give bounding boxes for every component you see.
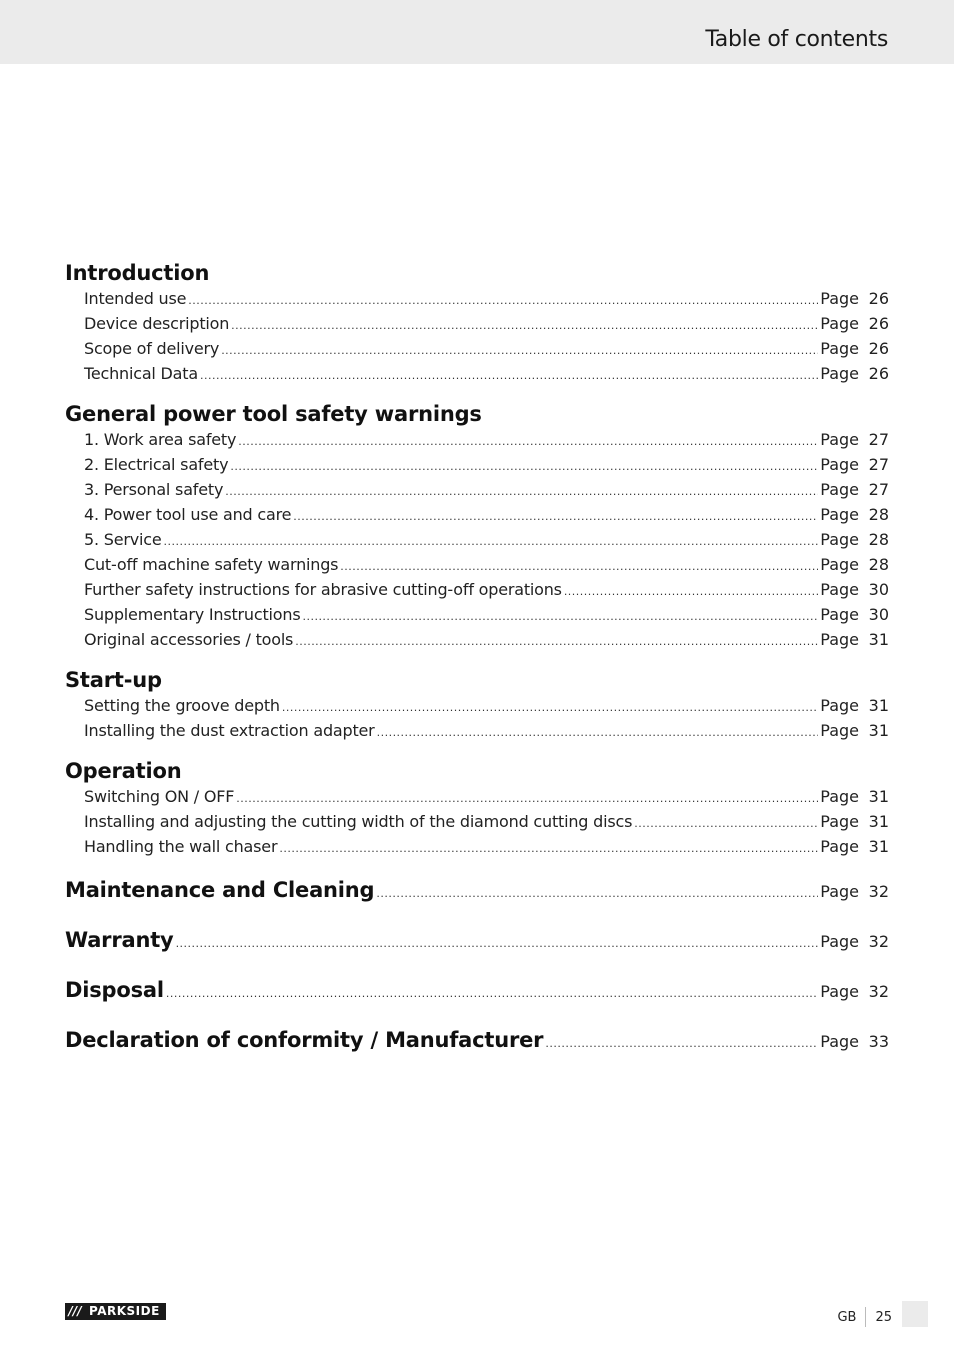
page-number: 27 <box>868 430 889 449</box>
toc-entry[interactable] <box>84 527 889 552</box>
page-number: 31 <box>868 630 889 649</box>
page-number: 26 <box>868 314 889 333</box>
page-number: 30 <box>868 580 889 599</box>
page-number: 28 <box>868 555 889 574</box>
toc-entry[interactable] <box>84 336 889 361</box>
toc-entry[interactable] <box>84 834 889 859</box>
section-title: Warranty <box>65 928 174 952</box>
page-word: Page <box>820 721 859 740</box>
entry-label: Technical Data <box>84 364 198 383</box>
entry-label: 3. Personal safety <box>84 480 224 499</box>
section-title: Maintenance and Cleaning <box>65 878 375 902</box>
section-title: Operation <box>65 759 182 783</box>
page-number: 28 <box>868 530 889 549</box>
page-number: 32 <box>868 932 889 951</box>
dot-leader <box>225 479 818 504</box>
dot-leader <box>238 429 818 454</box>
section-title: Introduction <box>65 261 210 285</box>
entry-label: Cut-off machine safety warnings <box>84 555 339 574</box>
page-word: Page <box>820 364 859 383</box>
page-number: 26 <box>868 339 889 358</box>
dot-leader <box>340 554 818 579</box>
entry-label: Intended use <box>84 289 187 308</box>
page-number: 26 <box>868 289 889 308</box>
toc-entry[interactable] <box>84 552 889 577</box>
parkside-logo <box>65 1303 166 1320</box>
footer-divider <box>865 1307 866 1327</box>
page-number: 31 <box>868 696 889 715</box>
logo-text: PARKSIDE <box>85 1303 166 1320</box>
entry-label: Switching ON / OFF <box>84 787 235 806</box>
toc-major-entry[interactable] <box>65 865 889 915</box>
toc-entry[interactable] <box>84 809 889 834</box>
page-number: 26 <box>868 364 889 383</box>
dot-leader <box>376 869 818 919</box>
toc-entry[interactable] <box>84 361 889 386</box>
dot-leader <box>176 919 819 969</box>
dot-leader <box>634 811 818 836</box>
page-number: 27 <box>868 455 889 474</box>
logo-slashes: /// <box>65 1303 85 1320</box>
page-number: 32 <box>868 882 889 901</box>
page-word: Page <box>820 630 859 649</box>
page-word: Page <box>820 339 859 358</box>
dot-leader <box>236 786 818 811</box>
dot-leader <box>164 529 819 554</box>
toc-entry[interactable] <box>84 718 889 743</box>
page-title: Table of contents <box>705 27 888 52</box>
dot-leader <box>282 695 818 720</box>
dot-leader <box>295 629 818 654</box>
entry-label: Original accessories / tools <box>84 630 294 649</box>
page-word: Page <box>820 289 859 308</box>
toc-section-start-up <box>65 665 889 743</box>
page-word: Page <box>820 696 859 715</box>
dot-leader <box>293 504 818 529</box>
page-number: 27 <box>868 480 889 499</box>
page-word: Page <box>820 1032 859 1051</box>
dot-leader <box>377 720 819 745</box>
toc-major-entry[interactable] <box>65 1015 889 1065</box>
page-word: Page <box>820 787 859 806</box>
section-title: Disposal <box>65 978 164 1002</box>
toc-entry[interactable] <box>84 784 889 809</box>
section-title: Start-up <box>65 668 162 692</box>
entry-label: 2. Electrical safety <box>84 455 229 474</box>
toc-entry[interactable] <box>84 477 889 502</box>
page-word: Page <box>820 932 859 951</box>
page-number: 28 <box>868 505 889 524</box>
page-word: Page <box>820 580 859 599</box>
toc-entry[interactable] <box>84 311 889 336</box>
entry-label: Installing the dust extraction adapter <box>84 721 375 740</box>
entry-label: Setting the groove depth <box>84 696 280 715</box>
entry-label: 4. Power tool use and care <box>84 505 292 524</box>
section-title: General power tool safety warnings <box>65 402 482 426</box>
page-word: Page <box>820 882 859 901</box>
dot-leader <box>230 454 818 479</box>
page-word: Page <box>820 982 859 1001</box>
toc-major-entry[interactable] <box>65 965 889 1015</box>
entry-label: 5. Service <box>84 530 162 549</box>
toc-entry[interactable] <box>84 427 889 452</box>
page-word: Page <box>820 837 859 856</box>
toc-section-introduction <box>65 258 889 386</box>
page-number: 31 <box>868 787 889 806</box>
toc-entry[interactable] <box>84 502 889 527</box>
page-word: Page <box>820 530 859 549</box>
table-of-contents <box>65 258 889 1065</box>
toc-section-operation <box>65 756 889 859</box>
page-word: Page <box>820 430 859 449</box>
page-number: 31 <box>868 721 889 740</box>
page-number-footer: 25 <box>875 1309 892 1325</box>
page-word: Page <box>820 314 859 333</box>
dot-leader <box>564 579 818 604</box>
dot-leader <box>188 288 818 313</box>
header-bar <box>0 0 954 64</box>
page-word: Page <box>820 455 859 474</box>
entry-label: 1. Work area safety <box>84 430 237 449</box>
dot-leader <box>279 836 818 861</box>
section-title: Declaration of conformity / Manufacturer <box>65 1028 544 1052</box>
dot-leader <box>231 313 818 338</box>
entry-label: Device description <box>84 314 230 333</box>
entry-label: Handling the wall chaser <box>84 837 278 856</box>
footer-tab <box>902 1301 928 1327</box>
entry-label: Scope of delivery <box>84 339 220 358</box>
page-word: Page <box>820 505 859 524</box>
page-word: Page <box>820 555 859 574</box>
page-number: 32 <box>868 982 889 1001</box>
page-word: Page <box>820 605 859 624</box>
toc-entry[interactable] <box>84 602 889 627</box>
toc-entry[interactable] <box>84 452 889 477</box>
entry-label: Installing and adjusting the cutting width of the diamond cutting discs <box>84 812 633 831</box>
page-word: Page <box>820 812 859 831</box>
page-number: 30 <box>868 605 889 624</box>
entry-label: Supplementary Instructions <box>84 605 301 624</box>
entry-label: Further safety instructions for abrasive cutting-off operations <box>84 580 562 599</box>
dot-leader <box>545 1019 818 1069</box>
dot-leader <box>221 338 818 363</box>
language-code: GB <box>837 1309 857 1325</box>
page-number: 31 <box>868 837 889 856</box>
dot-leader <box>200 363 818 388</box>
page-number: 33 <box>868 1032 889 1051</box>
footer-meta <box>837 1307 892 1327</box>
page-number: 31 <box>868 812 889 831</box>
dot-leader <box>166 969 818 1019</box>
toc-entry[interactable] <box>84 577 889 602</box>
page-word: Page <box>820 480 859 499</box>
toc-major-entry[interactable] <box>65 915 889 965</box>
toc-entry[interactable] <box>84 286 889 311</box>
toc-entry[interactable] <box>84 693 889 718</box>
toc-entry[interactable] <box>84 627 889 652</box>
toc-section-safety-warnings <box>65 399 889 652</box>
dot-leader <box>302 604 818 629</box>
